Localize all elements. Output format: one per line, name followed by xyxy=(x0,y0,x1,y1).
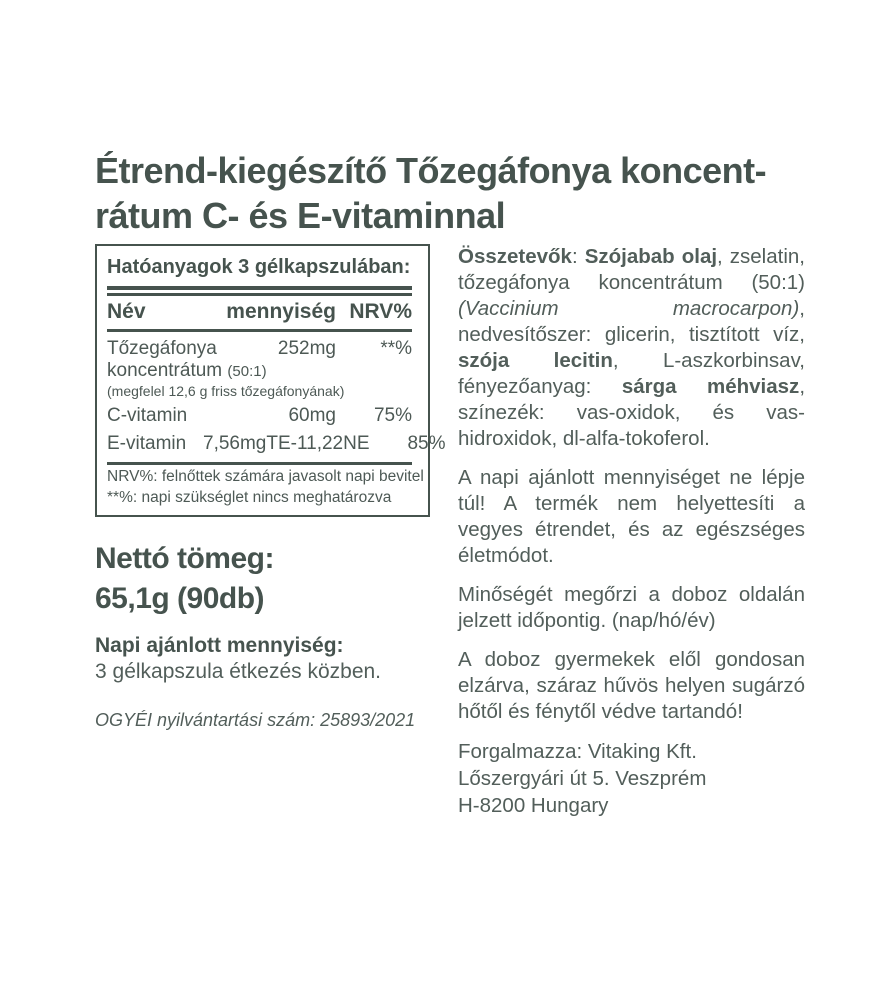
daily-dose-block xyxy=(95,633,430,685)
ingredients-text: , L-aszkorbinsav, fényezőanyag: xyxy=(458,349,805,398)
ingredient-soy-lecithin: szója lecitin xyxy=(458,349,613,372)
row-name: Tőzegáfonya xyxy=(107,338,217,359)
ingredients-text: , színezék: vas-oxidok, és vas-hidroxidok, dl-alfa-tokoferol. xyxy=(458,375,806,450)
ingredients-text: : xyxy=(571,245,585,268)
latin-name: (Vaccinium macrocarpon) xyxy=(458,297,800,320)
row-ratio-note: (50:1) xyxy=(227,363,267,380)
quality-paragraph: Minőségét megőrzi a doboz oldalán jelzett időpontig. (nap/hó/év) xyxy=(458,583,805,632)
distributor-name: Forgalmazza: Vitaking Kft. xyxy=(458,740,697,763)
ingredient-beeswax: sárga méhviasz xyxy=(621,375,800,398)
divider xyxy=(107,329,412,332)
page-title xyxy=(95,148,805,238)
ingredients-text: , nedvesítőszer: glicerin, tisztított víz, xyxy=(458,297,805,346)
net-weight-label: Nettó tömeg: xyxy=(95,542,274,575)
page-title-line2: rátum C- és E-vitaminnal xyxy=(95,195,506,236)
row-nrv: **% xyxy=(380,338,412,359)
row-amount: 7,56mgTE-11,22NE xyxy=(203,433,370,454)
table-row xyxy=(107,432,446,455)
distributor-block xyxy=(458,738,805,819)
footnote-asterisk: **%: napi szükséglet nincs meghatározva xyxy=(107,489,392,506)
table-row xyxy=(107,404,412,427)
supplement-facts-table xyxy=(95,244,446,517)
row-nrv: 75% xyxy=(373,405,412,426)
left-column xyxy=(95,244,446,731)
footnote-nrv: NRV%: felnőttek számára javasolt napi bevitel xyxy=(107,468,424,485)
row-amount: 60mg xyxy=(288,405,336,426)
product-label xyxy=(95,148,805,819)
divider xyxy=(107,462,412,465)
table-row xyxy=(107,337,412,360)
row-name-word: koncentrátum xyxy=(107,360,223,381)
net-weight-value: 65,1g (90db) xyxy=(95,582,265,615)
ingredients-label: Összetevők xyxy=(458,245,572,268)
column-header-name: Név xyxy=(107,300,146,323)
row-nrv: 85% xyxy=(407,433,446,454)
distributor-country: H-8200 Hungary xyxy=(458,794,609,817)
ingredients-paragraph xyxy=(458,244,805,452)
row-amount: 252mg xyxy=(277,338,336,359)
double-divider xyxy=(107,286,412,296)
storage-paragraph: A doboz gyermekek elől gondosan elzárva, száraz hűvös helyen sugárzó hőtől és fénytől védve tartandó! xyxy=(458,648,805,723)
net-weight-block xyxy=(95,539,430,619)
ingredients-text: , zselatin, tőzegáfonya koncentrátum (50:1) xyxy=(458,245,805,294)
label-columns xyxy=(95,244,805,819)
warning-paragraph: A napi ajánlott mennyiséget ne lépje túl! A termék nem helyettesíti a vegyes étrendet, és az egészséges életmódot. xyxy=(458,466,805,567)
facts-column-header-row xyxy=(107,300,412,324)
column-header-amount: mennyiség xyxy=(226,300,336,323)
daily-dose-label: Napi ajánlott mennyiség: xyxy=(95,634,344,657)
distributor-street: Lőszergyári út 5. Veszprém xyxy=(458,767,707,790)
row-equivalence-note: (megfelel 12,6 g friss tőzegáfonyának) xyxy=(107,383,345,399)
right-column xyxy=(458,244,805,819)
column-header-nrv: NRV% xyxy=(349,300,412,323)
registration-number: OGYÉI nyilvántartási szám: 25893/2021 xyxy=(95,710,416,730)
row-name-continued xyxy=(107,360,412,382)
daily-dose-text: 3 gélkapszula étkezés közben. xyxy=(95,660,382,683)
row-name: E-vitamin xyxy=(107,433,187,454)
facts-table-title: Hatóanyagok 3 gélkapszulában: xyxy=(107,256,411,278)
page-title-line1: Étrend-kiegészítő Tőzegáfonya koncent- xyxy=(95,150,767,191)
row-name: C-vitamin xyxy=(107,405,188,426)
ingredient-soybean-oil: Szójabab olaj xyxy=(584,245,718,268)
